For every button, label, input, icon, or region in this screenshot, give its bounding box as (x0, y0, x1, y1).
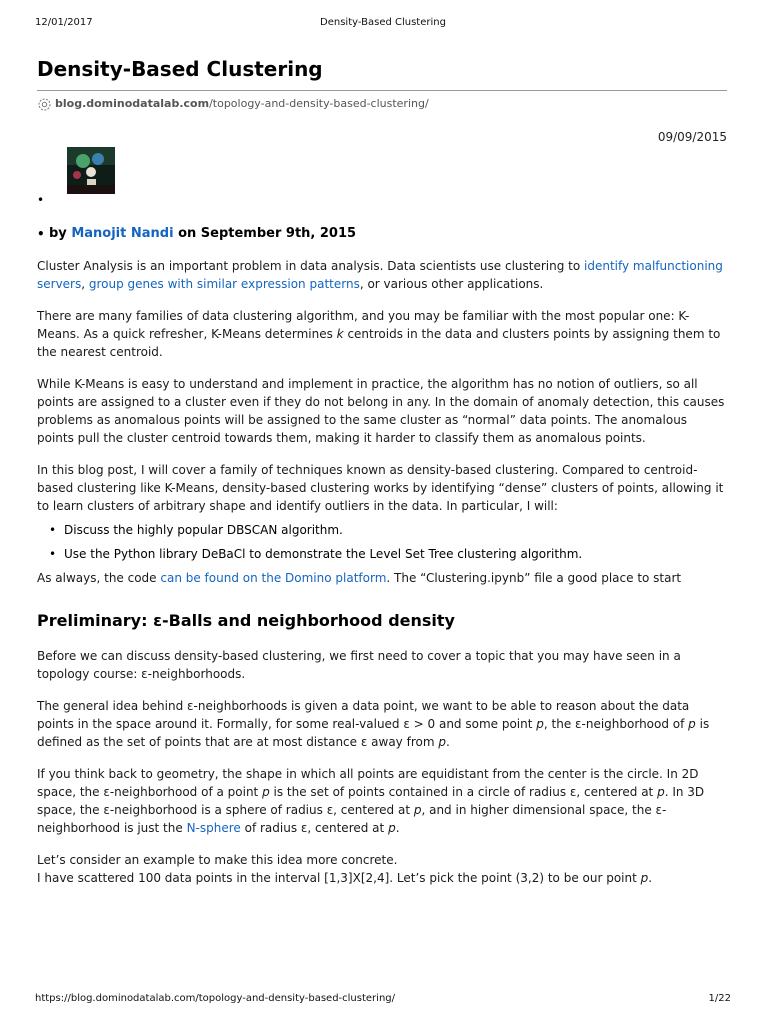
print-title: Density-Based Clustering (320, 17, 446, 28)
paragraph-code: As always, the code can be found on the Domino platform. The “Clustering.ipynb” file a good place to start (37, 571, 682, 585)
byline-date: on September 9th, 2015 (178, 226, 357, 241)
paragraph-definition: The general idea behind ε-neighborhoods is given a data point, we want to be able to reason about the data points in the space around it. Formally, for some real-valued ε > 0 and some point p, the ε-neighborhood of p is defined as the set of points that are at most distance ε away from p. (37, 699, 710, 749)
paragraph-preliminary: Before we can discuss density-based clustering, we first need to cover a topic that you may have seen in a topology course: ε-neighborhoods. (37, 649, 681, 681)
paragraph-intro: Cluster Analysis is an important problem in data analysis. Data scientists use clustering to identify malfunctioning servers, group genes with similar expression patterns, or various other applications. (37, 259, 723, 291)
list-item: • Discuss the highly popular DBSCAN algorithm. (64, 521, 727, 539)
link-malfunctioning-servers[interactable]: identify malfunctioning servers (37, 259, 723, 291)
page-number: 1/22 (708, 993, 731, 1004)
source-domain[interactable]: blog.dominodatalab.com (55, 97, 210, 110)
paragraph-kmeans: There are many families of data clustering algorithm, and you may be familiar with the most popular one: K-Means. As a quick refresher, K-Means determines k centroids in the data and clusters points by assigning them to the nearest centroid. (37, 309, 721, 359)
globe-icon (37, 97, 52, 112)
paragraph-example: Let’s consider an example to make this idea more concrete. I have scattered 100 data points in the interval [1,3]X[2,4]. Let’s pick the point (3,2) to be our point p. (37, 853, 653, 885)
print-date: 12/01/2017 (35, 17, 93, 28)
link-group-genes[interactable]: group genes with similar expression patterns (88, 277, 360, 291)
link-n-sphere[interactable]: N-sphere (186, 821, 241, 835)
article (37, 55, 727, 887)
paragraph-geometry: If you think back to geometry, the shape in which all points are equidistant from the center is the circle. In 2D space, the ε-neighborhood of a point p is the set of points contained in a circle of radius ε, centered at p. In 3D space, the ε-neighborhood is a sphere of radius ε, centered at p, and in higher dimensional space, the ε-neighborhood is just the N-sphere of radius ε, centered at p. (37, 767, 705, 835)
title-divider (37, 90, 727, 91)
author-avatar[interactable] (67, 147, 115, 194)
author-avatar-item (49, 157, 727, 209)
published-date: 09/09/2015 (657, 130, 727, 144)
paragraph-outliers: While K-Means is easy to understand and implement in practice, the algorithm has no notion of outliers, so all points are assigned to a cluster even if they do not belong in any. In the domain of anomaly detection, this causes problems as anomalous points will be assigned to the same cluster as “normal” data points. The anomalous points pull the cluster centroid towards them, making it harder to classify them as anomalous points. (37, 377, 725, 445)
paragraph-density: In this blog post, I will cover a family of techniques known as density-based clustering. Compared to centroid-based clustering like K-Means, density-based clustering works by identifying “dense” clusters of points, allowing it to learn clusters of arbitrary shape and identify outliers in the data. In particular, I will: (37, 463, 724, 513)
list-item: • Use the Python library DeBaCl to demonstrate the Level Set Tree clustering algorithm. (64, 545, 727, 563)
print-url: https://blog.dominodatalab.com/topology-and-density-based-clustering/ (35, 993, 395, 1004)
link-domino-platform[interactable]: can be found on the Domino platform (160, 571, 387, 585)
page-title: Density-Based Clustering (37, 57, 323, 81)
source-url[interactable] (37, 96, 727, 112)
section-title: Preliminary: ε-Balls and neighborhood density (37, 611, 455, 630)
byline (49, 225, 727, 243)
source-path[interactable]: /topology-and-density-based-clustering/ (209, 97, 429, 110)
print-footer (35, 993, 731, 1007)
author-link[interactable]: Manojit Nandi (71, 226, 174, 241)
topic-list (37, 521, 727, 563)
print-header (35, 17, 731, 31)
byline-prefix: by (49, 226, 67, 241)
author-list (37, 157, 727, 243)
